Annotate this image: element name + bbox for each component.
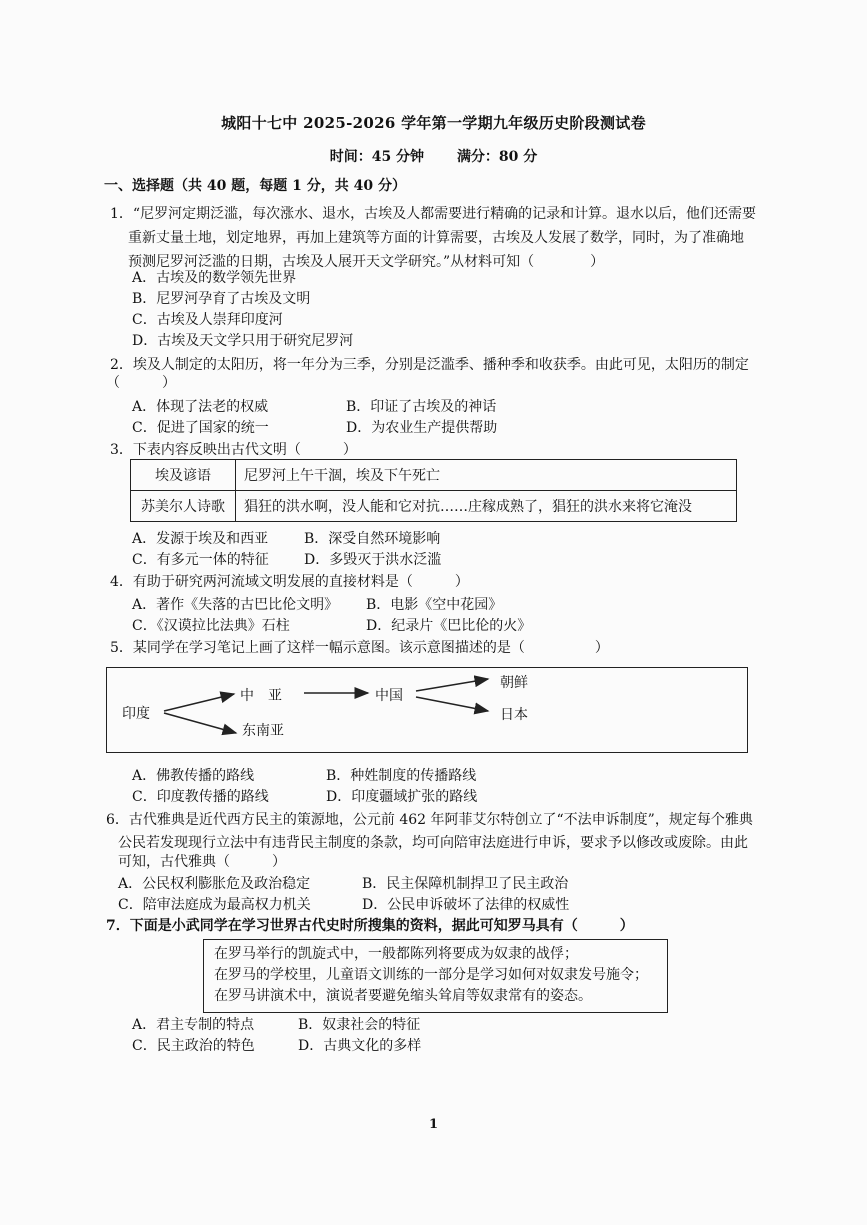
q1-stem-line-1: 1．“尼罗河定期泛滥，每次涨水、退水，古埃及人都需要进行精确的记录和计算。退水以后，他们还需要 <box>110 206 757 222</box>
q6-option-a[interactable]: A．公民权利膨胀危及政治稳定 <box>118 876 311 892</box>
q5-stem: 5．某同学在学习笔记上画了这样一幅示意图。该示意图描述的是（ ） <box>110 640 609 656</box>
q2-stem-line-2: （ ） <box>106 375 176 391</box>
page-number: 1 <box>428 1117 439 1132</box>
q2-option-b[interactable]: B．印证了古埃及的神话 <box>346 399 497 415</box>
q4-option-d[interactable]: D．纪录片《巴比伦的火》 <box>366 618 532 634</box>
q7-option-b[interactable]: B．奴隶社会的特征 <box>298 1017 421 1033</box>
q6-option-c[interactable]: C．陪审法庭成为最高权力机关 <box>118 897 311 913</box>
q1-option-b[interactable]: B．尼罗河孕育了古埃及文明 <box>132 291 311 307</box>
q7-material-box <box>203 939 668 1013</box>
exam-info <box>0 146 867 166</box>
q4-option-a[interactable]: A．著作《失落的古巴比伦文明》 <box>132 597 339 613</box>
q4-option-c[interactable]: C．《汉谟拉比法典》石柱 <box>132 618 290 634</box>
q7-material-line-2: 在罗马的学校里，儿童语文训练的一部分是学习如何对奴隶发号施令； <box>214 967 648 983</box>
q3-table <box>130 459 737 522</box>
q5-option-c[interactable]: C．印度教传播的路线 <box>132 789 269 805</box>
diagram-label-india: 印度 <box>122 706 150 722</box>
table-cell: 尼罗河上午干涸，埃及下午死亡 <box>236 460 737 491</box>
q1-option-c[interactable]: C．古埃及人崇拜印度河 <box>132 312 283 328</box>
q6-option-b[interactable]: B．民主保障机制捍卫了民主政治 <box>362 876 569 892</box>
arrow-china-to-japan <box>416 697 488 711</box>
diagram-label-central-asia: 中 亚 <box>240 688 282 704</box>
q4-stem: 4．有助于研究两河流域文明发展的直接材料是（ ） <box>110 574 469 590</box>
q2-option-c[interactable]: C．促进了国家的统一 <box>132 420 269 436</box>
q7-option-d[interactable]: D．古典文化的多样 <box>298 1038 422 1054</box>
exam-time: 时间：45 分钟 <box>329 149 425 165</box>
q7-material-line-3: 在罗马讲演术中，演说者要避免缩头耸肩等奴隶常有的姿态。 <box>214 988 592 1004</box>
q6-option-d[interactable]: D．公民申诉破坏了法律的权威性 <box>362 897 570 913</box>
table-cell: 苏美尔人诗歌 <box>131 491 236 522</box>
page-title: 城阳十七中 2025-2026 学年第一学期九年级历史阶段测试卷 <box>221 114 646 132</box>
arrow-china-to-korea <box>416 679 488 691</box>
diagram-label-japan: 日本 <box>500 707 528 723</box>
section-heading: 一、选择题（共 40 题，每题 1 分，共 40 分） <box>104 178 406 194</box>
q1-option-a[interactable]: A．古埃及的数学领先世界 <box>132 270 297 286</box>
q3-option-c[interactable]: C．有多元一体的特征 <box>132 552 269 568</box>
q5-option-b[interactable]: B．种姓制度的传播路线 <box>326 768 477 784</box>
q7-option-a[interactable]: A．君主专制的特点 <box>132 1017 255 1033</box>
q5-option-d[interactable]: D．印度疆域扩张的路线 <box>326 789 478 805</box>
q4-option-b[interactable]: B．电影《空中花园》 <box>366 597 503 613</box>
q6-stem-line-3: 可知，古代雅典（ ） <box>118 854 286 870</box>
q3-stem: 3．下表内容反映出古代文明（ ） <box>110 442 357 458</box>
diagram-label-china: 中国 <box>375 688 403 704</box>
arrow-india-to-southeast-asia <box>164 713 236 733</box>
q3-option-a[interactable]: A．发源于埃及和西亚 <box>132 531 269 547</box>
q7-material-line-1: 在罗马举行的凯旋式中，一般都陈列将要成为奴隶的战俘； <box>214 946 578 962</box>
q7-stem: 7．下面是小武同学在学习世界古代史时所搜集的资料，据此可知罗马具有（ ） <box>106 918 634 934</box>
table-row <box>131 491 737 522</box>
q6-stem-line-1: 6．古代雅典是近代西方民主的策源地，公元前 462 年阿菲艾尔特创立了“不法申诉制度”，规定每个雅典 <box>106 812 753 828</box>
q6-stem-line-2: 公民若发现现行立法中有违背民主制度的条款，均可向陪审法庭进行申诉，要求予以修改或废除。由此 <box>118 835 748 851</box>
diagram-label-korea: 朝鲜 <box>500 675 528 691</box>
q3-option-d[interactable]: D．多毁灭于洪水泛滥 <box>304 552 442 568</box>
exam-score: 满分：80 分 <box>456 149 538 165</box>
q5-diagram-arrows <box>106 667 749 754</box>
diagram-label-southeast-asia: 东南亚 <box>242 723 284 739</box>
q7-option-c[interactable]: C．民主政治的特色 <box>132 1038 255 1054</box>
table-row <box>131 460 737 491</box>
table-cell: 埃及谚语 <box>131 460 236 491</box>
q1-option-d[interactable]: D．古埃及天文学只用于研究尼罗河 <box>132 333 354 349</box>
arrow-india-to-central-asia <box>164 694 234 711</box>
q3-option-b[interactable]: B．深受自然环境影响 <box>304 531 441 547</box>
q2-option-a[interactable]: A．体现了法老的权威 <box>132 399 269 415</box>
q1-stem-line-2: 重新丈量土地，划定地界，再加上建筑等方面的计算需要，古埃及人发展了数学，同时，为了准确地 <box>128 230 744 246</box>
q2-stem-line-1: 2．埃及人制定的太阳历，将一年分为三季，分别是泛滥季、播种季和收获季。由此可见，太阳历的制定 <box>110 357 749 373</box>
table-cell: 猖狂的洪水啊，没人能和它对抗……庄稼成熟了，猖狂的洪水来将它淹没 <box>236 491 737 522</box>
q5-option-a[interactable]: A．佛教传播的路线 <box>132 768 255 784</box>
q2-option-d[interactable]: D．为农业生产提供帮助 <box>346 420 498 436</box>
q1-stem-line-3: 预测尼罗河泛滥的日期，古埃及人展开天文学研究。”从材料可知（ ） <box>128 254 605 270</box>
